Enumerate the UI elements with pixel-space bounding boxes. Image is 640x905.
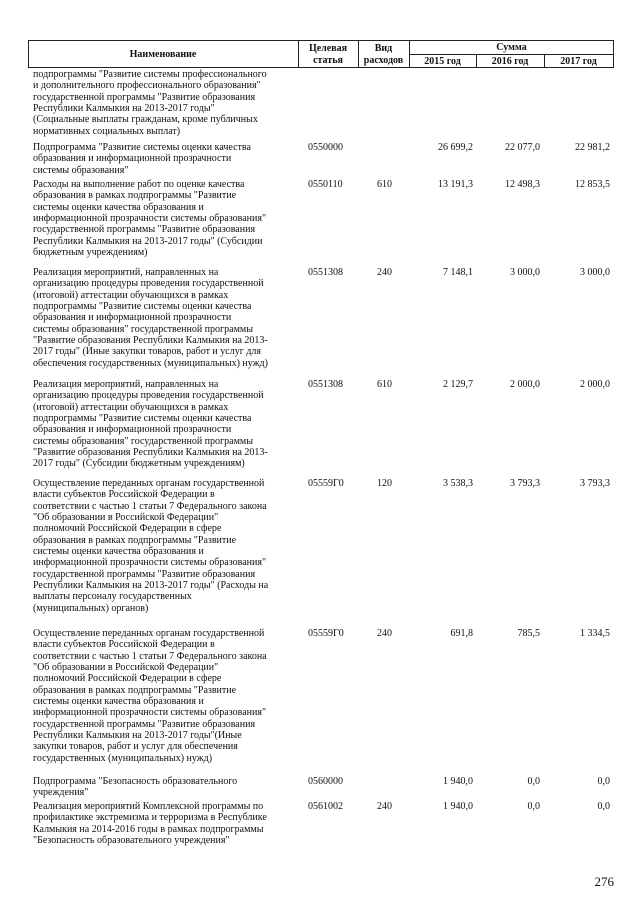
row-sum-2017: 3 793,3 [580, 478, 610, 489]
row-name: Подпрограмма "Развитие системы оценки качества образования и информационной прозрачности системы образования" [33, 142, 251, 176]
header-year-2016: 2016 год [491, 56, 529, 67]
row-sum-2016: 0,0 [527, 776, 540, 787]
row-name: Реализация мероприятий Комплексной программы по профилактике экстремизма и терроризма в Республике Калмыкия на 2014-2016 годы в рамках подпрограммы "Безопасность образовательного учреждения" [33, 801, 267, 847]
row-sum-2016: 3 793,3 [510, 478, 540, 489]
row-sum-2015: 7 148,1 [443, 267, 473, 278]
row-target-code: 0550000 [308, 142, 343, 153]
row-sum-2017: 3 000,0 [580, 267, 610, 278]
row-sum-2016: 3 000,0 [510, 267, 540, 278]
row-target-code: 0551308 [308, 379, 343, 390]
row-expense-type: 610 [377, 179, 392, 190]
row-sum-2016: 785,5 [517, 628, 540, 639]
row-name: Осуществление переданных органам государственной власти субъектов Российской Федерации в соответствии с частью 1 статьи 7 Федерального закона "Об образовании в Российской Федерации" полномочий Российской Федерации в сфере образования в рамках подпрограммы "Развитие системы оценки качества образования и информационной прозрачности системы образования" государственной программы "Развитие образования Республики Калмыкия на 2013-2017 годы"(Иные закупки товаров, работ и услуг для обеспечения государственных (муниципальных) нужд) [33, 628, 267, 764]
row-sum-2017: 12 853,5 [575, 179, 610, 190]
row-sum-2015: 3 538,3 [443, 478, 473, 489]
row-sum-2016: 2 000,0 [510, 379, 540, 390]
row-target-code: 0551308 [308, 267, 343, 278]
row-sum-2016: 12 498,3 [505, 179, 540, 190]
row-sum-2016: 0,0 [527, 801, 540, 812]
row-name: Осуществление переданных органам государственной власти субъектов Российской Федерации в соответствии с частью 1 статьи 7 Федерального закона "Об образовании в Российской Федерации" полномочий Российской Федерации в сфере образования в рамках подпрограммы "Развитие системы оценки качества образования и информационной прозрачности системы образования" государственной программы "Развитие образования Республики Калмыкия на 2013-2017 годы" (Расходы на выплаты персоналу государственных (муниципальных) органов) [33, 478, 269, 614]
header-name: Наименование [129, 49, 197, 60]
row-name: Реализация мероприятий, направленных на организацию процедуры проведения государственной (итоговой) аттестации обучающихся в рамках подпрограммы "Развитие системы оценки качества образования и информационной прозрачности системы образования" государственной программы "Развитие образования Республики Калмыкия на 2013- 2017 годы" (Иные закупки товаров, работ и услуг для обеспечения государственных (муниципальных) нужд) [33, 267, 268, 369]
header-sum: Сумма [496, 42, 527, 53]
header-target-line1: Целевая [308, 43, 348, 54]
row-sum-2015: 2 129,7 [443, 379, 473, 390]
row-target-code: 05559Г0 [308, 628, 344, 639]
header-type-line2: расходов [363, 55, 404, 66]
row-sum-2015: 26 699,2 [438, 142, 473, 153]
row-target-code: 05559Г0 [308, 478, 344, 489]
row-sum-2015: 691,8 [450, 628, 473, 639]
row-sum-2017: 0,0 [597, 776, 610, 787]
row-name: Реализация мероприятий, направленных на организацию процедуры проведения государственной (итоговой) аттестации обучающихся в рамках подпрограммы "Развитие системы оценки качества образования и информационной прозрачности системы образования" государственной программы "Развитие образования Республики Калмыкия на 2013- 2017 годы" (Субсидии бюджетным учреждениям) [33, 379, 268, 470]
row-sum-2015: 1 940,0 [443, 776, 473, 787]
row-expense-type: 240 [377, 267, 392, 278]
row-target-code: 0560000 [308, 776, 343, 787]
row-name: Расходы на выполнение работ по оценке качества образования в рамках подпрограммы "Развитие системы оценки качества образования и информационной прозрачности системы образования" государственной программы "Развитие образования Республики Калмыкия на 2013-2017 годы" (Субсидии бюджетным учреждениям) [33, 179, 267, 259]
row-expense-type: 240 [377, 801, 392, 812]
row-sum-2017: 2 000,0 [580, 379, 610, 390]
row-expense-type: 610 [377, 379, 392, 390]
header-type-line1: Вид [374, 43, 393, 54]
row-expense-type: 240 [377, 628, 392, 639]
row-sum-2015: 13 191,3 [438, 179, 473, 190]
header-year-2015: 2015 год [424, 56, 461, 67]
row-name: Подпрограмма "Безопасность образовательного учреждения" [33, 776, 238, 799]
row-sum-2017: 22 981,2 [575, 142, 610, 153]
row-target-code: 0550110 [308, 179, 343, 190]
page-number: 276 [594, 874, 614, 889]
row-sum-2015: 1 940,0 [443, 801, 473, 812]
row-name: подпрограммы "Развитие системы профессионального и дополнительного профессионального образования" государственной программы "Развитие образования Республики Калмыкия на 2013-2017 годы" (Социальные выплаты гражданам, кроме публичных нормативных социальных выплат) [33, 69, 267, 137]
row-sum-2017: 0,0 [597, 801, 610, 812]
row-target-code: 0561002 [308, 801, 343, 812]
row-sum-2017: 1 334,5 [580, 628, 610, 639]
row-sum-2016: 22 077,0 [505, 142, 540, 153]
header-target-line2: статья [313, 55, 343, 66]
header-year-2017: 2017 год [560, 56, 597, 67]
row-expense-type: 120 [377, 478, 392, 489]
